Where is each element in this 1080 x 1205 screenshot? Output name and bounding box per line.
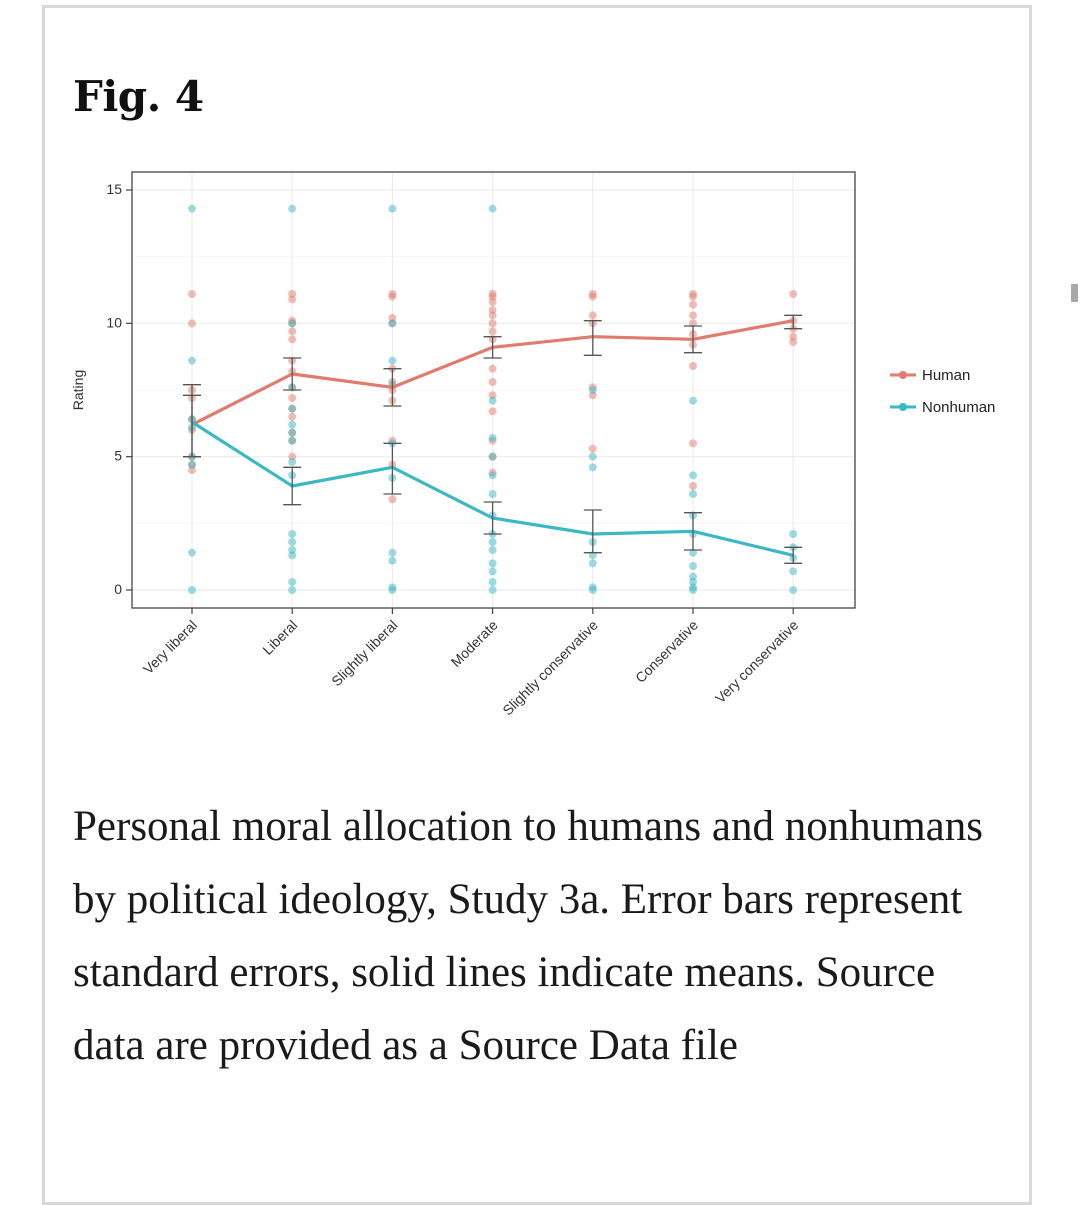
data-point-nonhuman (288, 530, 296, 538)
data-point-nonhuman (489, 434, 497, 442)
data-point-nonhuman (489, 578, 497, 586)
data-point-nonhuman (188, 357, 196, 365)
data-point-human (689, 439, 697, 447)
data-point-nonhuman (589, 559, 597, 567)
data-point-nonhuman (288, 405, 296, 413)
x-tick-label: Liberal (259, 616, 301, 658)
legend-swatch-dot (899, 403, 907, 411)
data-point-human (689, 301, 697, 309)
legend-label: Nonhuman (922, 399, 996, 416)
data-point-human (689, 482, 697, 490)
data-point-human (689, 362, 697, 370)
legend-swatch-dot (899, 371, 907, 379)
data-point-nonhuman (589, 386, 597, 394)
data-point-nonhuman (188, 586, 196, 594)
data-point-human (188, 290, 196, 298)
data-point-nonhuman (489, 397, 497, 405)
data-point-human (489, 311, 497, 319)
data-point-nonhuman (589, 586, 597, 594)
data-point-nonhuman (188, 549, 196, 557)
data-point-nonhuman (489, 586, 497, 594)
x-tick-label: Moderate (447, 616, 501, 670)
data-point-nonhuman (388, 319, 396, 327)
data-point-nonhuman (288, 205, 296, 213)
data-point-nonhuman (489, 205, 497, 213)
data-point-nonhuman (489, 471, 497, 479)
data-point-human (489, 365, 497, 373)
line-chart (60, 150, 1020, 750)
data-point-nonhuman (188, 205, 196, 213)
x-tick-label: Slightly liberal (328, 616, 401, 690)
figure-caption: Personal moral allocation to humans and nonhumans by political ideology, Study 3a. Error bars represent standard errors, solid lines indicate means. Source data are provided as a Source Data file (73, 803, 983, 1069)
data-point-nonhuman (789, 567, 797, 575)
data-point-nonhuman (288, 421, 296, 429)
x-tick-label: Very liberal (139, 616, 201, 678)
data-point-human (589, 311, 597, 319)
data-point-human (789, 290, 797, 298)
data-point-human (489, 407, 497, 415)
scroll-indicator (1071, 284, 1078, 302)
x-tick-label: Conservative (632, 616, 702, 686)
data-point-nonhuman (288, 319, 296, 327)
data-point-nonhuman (388, 357, 396, 365)
data-point-nonhuman (689, 397, 697, 405)
data-point-nonhuman (288, 551, 296, 559)
data-point-nonhuman (288, 586, 296, 594)
y-tick-label: 5 (114, 447, 122, 464)
data-point-human (288, 413, 296, 421)
data-point-nonhuman (689, 562, 697, 570)
data-point-human (489, 378, 497, 386)
data-point-nonhuman (388, 549, 396, 557)
data-point-nonhuman (288, 538, 296, 546)
plot-area (70, 172, 995, 718)
data-point-nonhuman (489, 546, 497, 554)
data-point-human (388, 293, 396, 301)
data-point-nonhuman (789, 586, 797, 594)
data-point-nonhuman (689, 586, 697, 594)
data-point-human (288, 335, 296, 343)
y-tick-label: 10 (106, 314, 122, 331)
data-point-nonhuman (689, 490, 697, 498)
data-point-nonhuman (789, 530, 797, 538)
data-point-human (188, 319, 196, 327)
data-point-nonhuman (589, 463, 597, 471)
data-point-nonhuman (288, 437, 296, 445)
x-tick-label: Slightly conservative (499, 616, 601, 719)
data-point-human (489, 298, 497, 306)
data-point-nonhuman (288, 578, 296, 586)
data-point-human (689, 311, 697, 319)
data-point-nonhuman (489, 453, 497, 461)
data-point-nonhuman (489, 490, 497, 498)
data-point-human (489, 319, 497, 327)
data-point-nonhuman (589, 453, 597, 461)
data-point-nonhuman (388, 557, 396, 565)
data-point-nonhuman (188, 461, 196, 469)
data-point-human (388, 495, 396, 503)
data-point-nonhuman (388, 205, 396, 213)
data-point-human (288, 295, 296, 303)
data-point-nonhuman (689, 471, 697, 479)
data-point-human (489, 327, 497, 335)
data-point-nonhuman (489, 567, 497, 575)
y-axis-label: Rating (70, 369, 86, 411)
y-tick-label: 0 (114, 581, 122, 597)
data-point-human (589, 293, 597, 301)
data-point-nonhuman (288, 458, 296, 466)
y-tick-label: 15 (106, 181, 122, 197)
data-point-human (288, 327, 296, 335)
x-tick-label: Very conservative (711, 616, 802, 707)
data-point-nonhuman (388, 586, 396, 594)
data-point-nonhuman (288, 429, 296, 437)
data-point-human (589, 445, 597, 453)
data-point-human (288, 394, 296, 402)
data-point-nonhuman (489, 538, 497, 546)
data-point-nonhuman (489, 559, 497, 567)
figure-label: Fig. 4 (73, 72, 204, 121)
data-point-human (689, 293, 697, 301)
legend-label: Human (922, 367, 971, 384)
data-point-human (789, 338, 797, 346)
